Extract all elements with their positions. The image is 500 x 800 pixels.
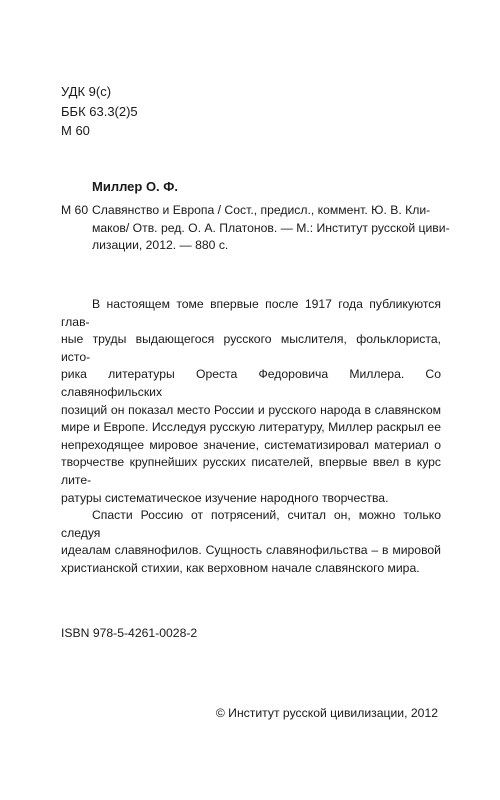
catalog-line: маков/ Отв. ред. О. А. Платонов. — М.: Институт русской циви- xyxy=(92,220,450,235)
abstract-line: христианской стихии, как верховном начале славянского мира. xyxy=(61,560,420,575)
copyright-notice: © Институт русской цивилизации, 2012 xyxy=(215,706,438,720)
abstract-line: ные труды выдающегося русского мыслителя, фольклориста, исто- xyxy=(61,332,441,364)
abstract-line: Спасти Россию от потрясений, считал он, можно только следуя xyxy=(61,508,441,540)
abstract-line: непреходящее мировое значение, систематизировал материал о xyxy=(61,437,441,452)
catalog-author: Миллер О. Ф. xyxy=(92,179,178,194)
abstract-line: мире и Европе. Исследуя русскую литературу, Миллер раскрыл ее xyxy=(61,420,441,435)
catalog-line: лизации, 2012. — 880 с. xyxy=(92,238,229,252)
author-mark: М 60 xyxy=(61,123,90,138)
catalog-code: М 60 xyxy=(61,203,89,217)
abstract-line: ратуры систематическое изучение народного творчества. xyxy=(61,490,389,505)
abstract-paragraph-1 xyxy=(61,296,441,507)
abstract-line: рика литературы Ореста Федоровича Миллера. Со славянофильских xyxy=(61,367,441,399)
abstract-line: В настоящем томе впервые после 1917 года публикуются глав- xyxy=(61,297,441,329)
catalog-record xyxy=(61,202,450,255)
abstract-line: идеалам славянофилов. Сущность славянофильства – в мировой xyxy=(61,543,441,558)
udk-code: УДК 9(с) xyxy=(61,84,112,99)
abstract-line: творчестве крупнейших русских писателей, впервые ввел в курс лите- xyxy=(61,455,441,487)
catalog-line: Славянство и Европа / Сост., предисл., коммент. Ю. В. Кли- xyxy=(92,203,431,217)
bbk-code: ББК 63.3(2)5 xyxy=(61,103,138,119)
classification-codes xyxy=(61,82,138,141)
abstract-line: позиций он показал место России и русского народа в славянском xyxy=(61,402,441,417)
catalog-description xyxy=(92,202,450,255)
isbn: ISBN 978-5-4261-0028-2 xyxy=(61,626,198,640)
abstract-paragraph-2 xyxy=(61,507,441,577)
abstract xyxy=(61,296,441,578)
